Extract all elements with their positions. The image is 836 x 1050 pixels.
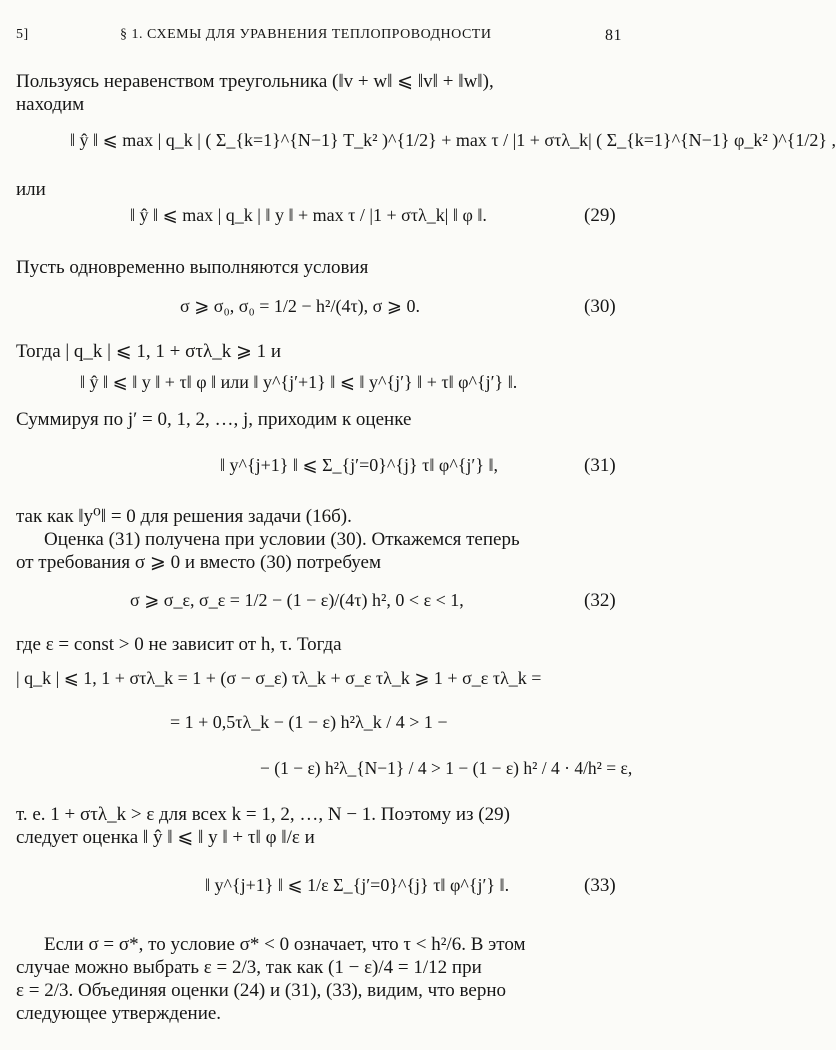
- equation-number: (29): [584, 205, 616, 226]
- equation-number: (31): [584, 455, 616, 476]
- page-number: 81: [605, 27, 622, 44]
- equation-c-line2: = 1 + 0,5τλ_k − (1 − ε) h²λ_k / 4 > 1 −: [170, 712, 448, 732]
- paragraph-line: находим: [16, 94, 85, 115]
- equation-number: (30): [584, 296, 616, 317]
- paragraph-line: следующее утверждение.: [16, 1003, 222, 1024]
- section-number: 5]: [16, 27, 29, 42]
- equation-text: ‖ ŷ ‖ ⩽ max | q_k | ( Σ_{k=1}^{N−1} T_k² )^{1/2} + max τ / |1 + στλ_k| ( Σ_{k=1}^{N−1} φ_k² )^{1/2} ,: [70, 130, 836, 150]
- paragraph-line: Тогда | q_k | ⩽ 1, 1 + στλ_k ⩾ 1 и: [16, 341, 282, 362]
- paragraph-line: ε = 2/3. Объединяя оценки (24) и (31), (33), видим, что верно: [16, 980, 506, 1001]
- paragraph-line: так как ‖y⁰‖ = 0 для решения задачи (16б).: [16, 506, 352, 527]
- paragraph-line: Суммируя по j′ = 0, 1, 2, …, j, приходим к оценке: [16, 409, 412, 430]
- equation-b: ‖ ŷ ‖ ⩽ ‖ y ‖ + τ‖ φ ‖ или ‖ y^{j′+1} ‖ ⩽ ‖ y^{j′} ‖ + τ‖ φ^{j′} ‖.: [80, 372, 518, 392]
- paragraph-line: Пользуясь неравенством треугольника (‖v + w‖ ⩽ ‖v‖ + ‖w‖),: [16, 71, 494, 92]
- equation-a: [70, 130, 836, 151]
- paragraph-line: Если σ = σ*, то условие σ* < 0 означает, что τ < h²/6. В этом: [44, 934, 526, 955]
- running-head: § 1. СХЕМЫ ДЛЯ УРАВНЕНИЯ ТЕПЛОПРОВОДНОСТИ: [120, 27, 492, 42]
- paragraph-line: Оценка (31) получена при условии (30). Откажемся теперь: [44, 529, 520, 550]
- equation-31: ‖ y^{j+1} ‖ ⩽ Σ_{j′=0}^{j} τ‖ φ^{j′} ‖,: [220, 455, 499, 475]
- equation-33: ‖ y^{j+1} ‖ ⩽ 1/ε Σ_{j′=0}^{j} τ‖ φ^{j′} ‖.: [205, 875, 510, 895]
- paragraph-line: где ε = const > 0 не зависит от h, τ. Тогда: [16, 634, 342, 655]
- paragraph-line: т. е. 1 + στλ_k > ε для всех k = 1, 2, …, N − 1. Поэтому из (29): [16, 804, 510, 825]
- paragraph-line: или: [16, 179, 46, 200]
- equation-32: σ ⩾ σ_ε, σ_ε = 1/2 − (1 − ε)/(4τ) h², 0 < ε < 1,: [130, 590, 464, 610]
- equation-30: σ ⩾ σ₀, σ₀ = 1/2 − h²/(4τ), σ ⩾ 0.: [180, 296, 420, 316]
- equation-29: ‖ ŷ ‖ ⩽ max | q_k | ‖ y ‖ + max τ / |1 + στλ_k| ‖ φ ‖.: [130, 205, 487, 225]
- equation-number: (33): [584, 875, 616, 896]
- paragraph-line: от требования σ ⩾ 0 и вместо (30) потребуем: [16, 552, 381, 573]
- paragraph-line: Пусть одновременно выполняются условия: [16, 257, 369, 278]
- equation-number: (32): [584, 590, 616, 611]
- paragraph-line: следует оценка ‖ ŷ ‖ ⩽ ‖ y ‖ + τ‖ φ ‖/ε и: [16, 827, 315, 848]
- paragraph-line: случае можно выбрать ε = 2/3, так как (1 − ε)/4 = 1/12 при: [16, 957, 482, 978]
- equation-c-line1: | q_k | ⩽ 1, 1 + στλ_k = 1 + (σ − σ_ε) τλ_k + σ_ε τλ_k ⩾ 1 + σ_ε τλ_k =: [16, 668, 542, 688]
- equation-c-line3: − (1 − ε) h²λ_{N−1} / 4 > 1 − (1 − ε) h² / 4 · 4/h² = ε,: [260, 758, 633, 778]
